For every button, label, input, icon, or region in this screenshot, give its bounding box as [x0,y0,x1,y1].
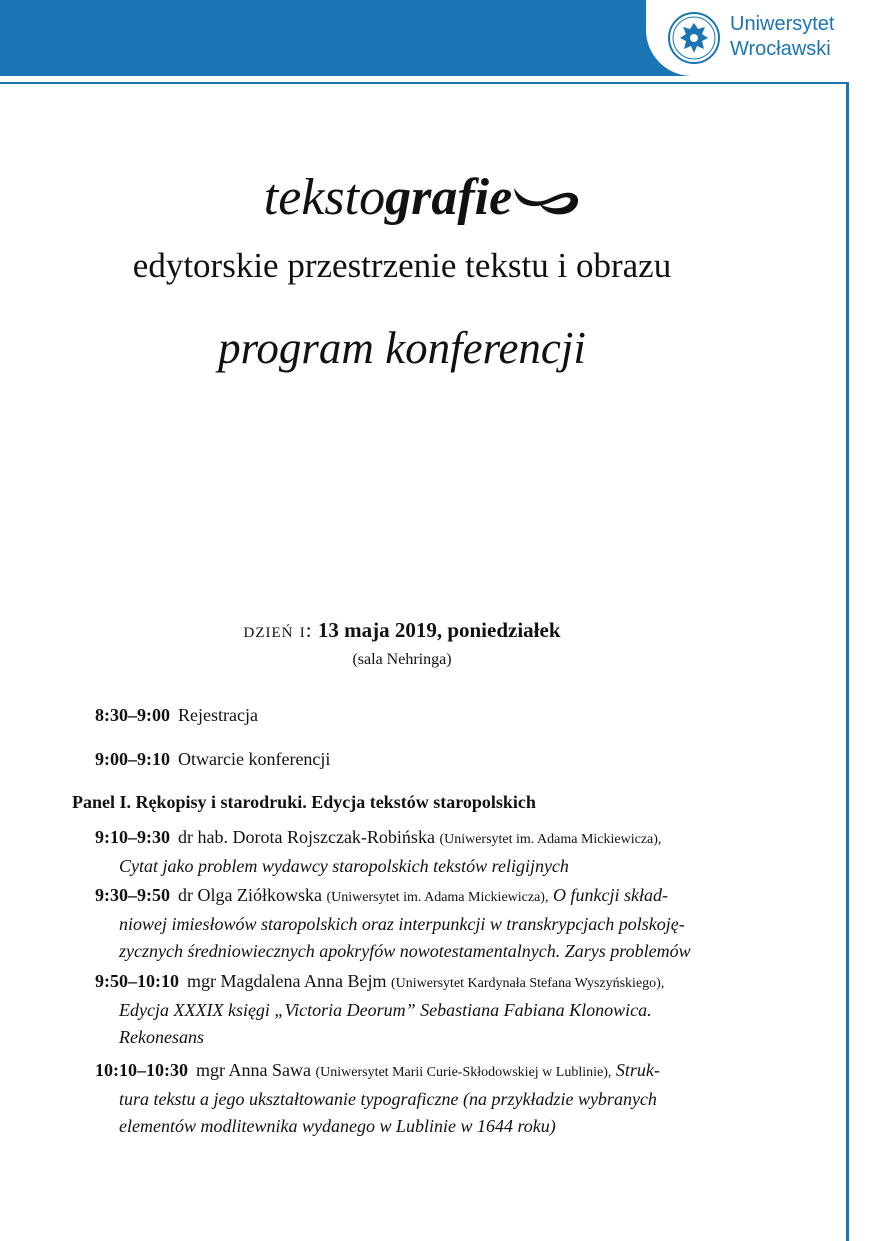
title-part-light: teksto [263,169,386,226]
program-heading: program konferencji [218,323,586,373]
talk-time: 9:30–9:50 [95,885,170,905]
conference-logo-title [0,168,848,227]
day-date: 13 maja 2019, poniedziałek [317,618,561,642]
day-label: dzień i: [243,618,313,642]
university-seal-icon [667,11,721,65]
university-name [730,12,834,62]
panel-title: Panel I. Rękopisy i starodruki. Edycja tekstów staropolskich [72,792,536,812]
talk-title-line: Rekonesans [119,1027,204,1047]
talk-title-start: Struk- [615,1060,660,1080]
talk-title-line: elementów modlitewnika wydanego w Lublinie w 1644 roku) [119,1116,556,1136]
talk-speaker: mgr Magdalena Anna Bejm [187,971,387,991]
swash-ornament-icon [512,180,584,220]
talk-title-line: tura tekstu a jego ukształtowanie typograficzne (na przykładzie wybranych [119,1089,657,1109]
schedule-text: Rejestracja [178,705,258,725]
talk-title-start: O funkcji skład- [552,885,668,905]
talk-title-line: niowej imiesłowów staropolskich oraz interpunkcji w transkrypcjach polskoję- [119,914,685,934]
schedule-item [95,746,330,773]
talk-item [95,1057,660,1140]
talk-title-line: Cytat jako problem wydawcy staropolskich tekstów religijnych [119,856,569,876]
schedule-time: 8:30–9:00 [95,705,170,725]
talk-speaker: dr hab. Dorota Rojszczak-Robińska [178,827,435,847]
university-name-line2: Wrocławski [730,38,831,60]
talk-speaker: dr Olga Ziółkowska [178,885,322,905]
talk-item [95,882,691,965]
talk-item [95,824,661,880]
talk-title-line: Edycja XXXIX księgi „Victoria Deorum” Sebastiana Fabiana Klonowica. [119,1000,652,1020]
talk-affiliation: (Uniwersytet im. Adama Mickiewicza), [439,832,662,847]
schedule-text: Otwarcie konferencji [178,749,331,769]
header-rule [0,82,848,84]
talk-affiliation: (Uniwersytet Marii Curie-Skłodowskiej w Lublinie), [315,1065,612,1080]
title-part-bold: grafie [385,169,513,226]
talk-title-line: zycznych średniowiecznych apokryfów nowotestamentalnych. Zarys problemów [119,941,691,961]
right-margin-rule [846,82,849,1241]
talk-speaker: mgr Anna Sawa [196,1060,311,1080]
schedule-time: 9:00–9:10 [95,749,170,769]
day-heading [0,618,804,643]
talk-affiliation: (Uniwersytet im. Adama Mickiewicza), [326,890,549,905]
room-info: (sala Nehringa) [352,651,452,668]
talk-time: 10:10–10:30 [95,1060,188,1080]
schedule-item [95,702,258,729]
talk-time: 9:10–9:30 [95,827,170,847]
university-name-line1: Uniwersytet [730,13,835,35]
conference-subtitle: edytorskie przestrzenie tekstu i obrazu [132,246,672,285]
talk-time: 9:50–10:10 [95,971,179,991]
talk-affiliation: (Uniwersytet Kardynała Stefana Wyszyńskiego), [390,976,665,991]
talk-item [95,968,664,1051]
